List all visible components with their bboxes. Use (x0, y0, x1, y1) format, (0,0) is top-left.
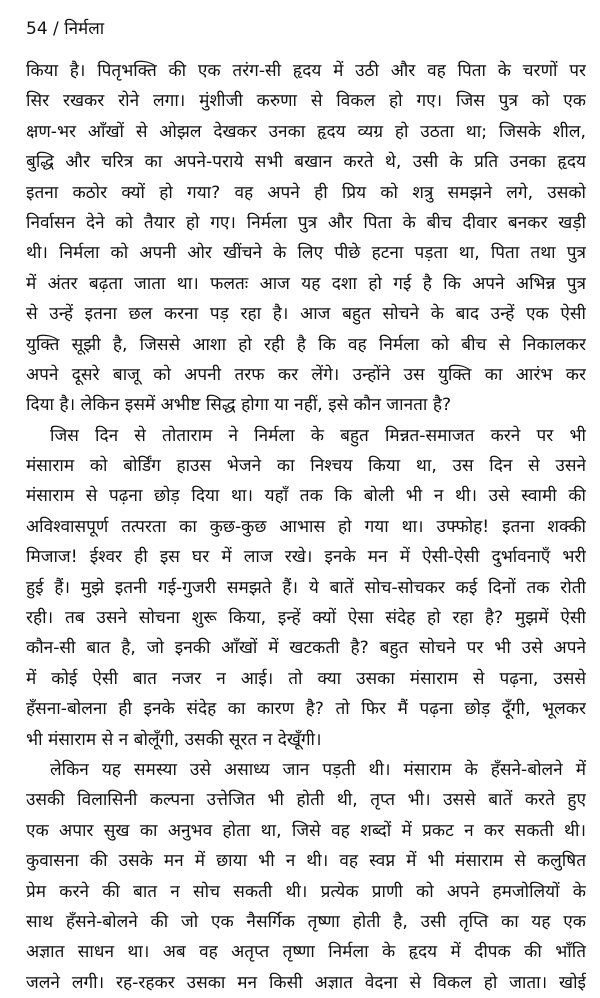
text-line: थी। निर्मला को अपनी ओर खींचने के लिए पीछे हटना पड़ता था, पिता तथा पुत्र (26, 243, 586, 264)
text-line: कुवासना की उसके मन में छाया भी न थी। वह स्वप्न में भी मंसाराम से कलुषित (26, 851, 586, 872)
text-line: भी मंसाराम से न बोलूँगी, उसकी सूरत न देखूँगी। (26, 729, 322, 750)
paragraph (26, 755, 586, 998)
book-title: निर्मला (64, 19, 105, 39)
text-line: जलने लगी। रह-रहकर उसका मन किसी अज्ञात वेदना से विकल हो जाता। खोई (26, 972, 586, 993)
text-line: से उन्हें इतना छल करना पड़ रहा है। आज बहुत सोचने के बाद उन्हें एक ऐसी (26, 304, 586, 325)
text-line: रही। तब उसने सोचना शुरू किया, इन्हें क्यों ऐसा संदेह हो रहा है? मुझमें ऐसी (26, 608, 586, 629)
text-line: अविश्वासपूर्ण तत्परता का कुछ-कुछ आभास हो गया था। उफ्फोह! इतना शक्की (26, 516, 586, 537)
text-line: मिजाज! ईश्वर ही इस घर में लाज रखे। इनके मन में ऐसी-ऐसी दुर्भावनाएँ भरी (26, 547, 586, 568)
text-line: साथ हँसने-बोलने की जो एक नैसर्गिक तृष्णा होती है, उसी तृप्ति का यह एक (26, 911, 586, 932)
body-text (26, 56, 586, 998)
text-line: सिर रखकर रोने लगा। मुंशीजी करुणा से विकल हो गए। जिस पुत्र को एक (26, 91, 586, 112)
text-line: कौन-सी बात है, जो इनकी आँखों में खटकती है? बहुत सोचने पर भी उसे अपने (26, 638, 586, 659)
text-line: हुई हैं। मुझे इतनी गई-गुजरी समझते हैं। ये बातें सोच-सोचकर कई दिनों तक रोती (26, 577, 586, 598)
text-line: प्रेम करने की बात न सोच सकती थी। प्रत्येक प्राणी को अपने हमजोलियों के (26, 881, 586, 902)
text-line: अपने दूसरे बाजू को अपनी तरफ कर लेंगे। उन्होंने उस युक्ति का आरंभ कर (26, 364, 586, 385)
text-line: दिया है। लेकिन इसमें अभीष्ट सिद्ध होगा या नहीं, इसे कौन जानता है? (26, 395, 452, 416)
text-line: मंसाराम से पढ़ना छोड़ दिया था। यहाँ तक कि बोली भी न थी। उसे स्वामी की (26, 486, 586, 507)
text-line: मंसाराम को बोर्डिंग हाउस भेजने का निश्चय किया था, उस दिन से उसने (26, 456, 586, 477)
header-separator: / (47, 19, 65, 39)
paragraph (26, 56, 586, 421)
running-head (26, 18, 104, 40)
text-line: इतना कठोर क्यों हो गया? वह अपने ही प्रिय को शत्रु समझने लगे, उसको (26, 182, 586, 203)
text-line: हँसना-बोलना ही इनके संदेह का कारण है? तो फिर मैं पढ़ना छोड़ दूँगी, भूलकर (26, 699, 586, 720)
text-line: बुद्धि और चरित्र का अपने-पराये सभी बखान करते थे, उसी के प्रति उनका हृदय (26, 152, 586, 173)
text-line: क्षण-भर आँखों से ओझल देखकर उनका हृदय व्यग्र हो उठता था; जिसके शील, (26, 121, 586, 142)
text-line: एक अपार सुख का अनुभव होता था, जिसे वह शब्दों में प्रकट न कर सकती थी। (26, 820, 586, 841)
text-line: निर्वासन देने को तैयार हो गए। निर्मला पुत्र और पिता के बीच दीवार बनकर खड़ी (26, 212, 586, 233)
text-line: युक्ति सूझी है, जिससे आशा हो रही है कि वह निर्मला को बीच से निकालकर (26, 334, 586, 355)
text-line: में कोई ऐसी बात नजर न आई। तो क्या उसका मंसाराम से पढ़ना, उससे (26, 668, 586, 689)
paragraph (26, 421, 586, 755)
text-line: अज्ञात साधन था। अब वह अतृप्त तृष्णा निर्मला के हृदय में दीपक की भाँति (26, 942, 586, 963)
text-line: उसकी विलासिनी कल्पना उत्तेजित भी होती थी, तृप्त भी। उससे बातें करते हुए (26, 790, 586, 811)
text-line: किया है। पितृभक्ति की एक तरंग-सी हृदय में उठी और वह पिता के चरणों पर (26, 61, 586, 81)
text-line: जिस दिन से तोताराम ने निर्मला के बहुत मिन्नत-समाजत करने पर भी (50, 425, 586, 446)
page-number: 54 (26, 19, 48, 39)
text-line: लेकिन यह समस्या उसे असाध्य जान पड़ती थी। मंसाराम के हँसने-बोलने में (50, 759, 586, 780)
text-line: में अंतर बढ़ता जाता था। फलतः आज यह दशा हो गई है कि अपने अभिन्न पुत्र (26, 273, 586, 294)
